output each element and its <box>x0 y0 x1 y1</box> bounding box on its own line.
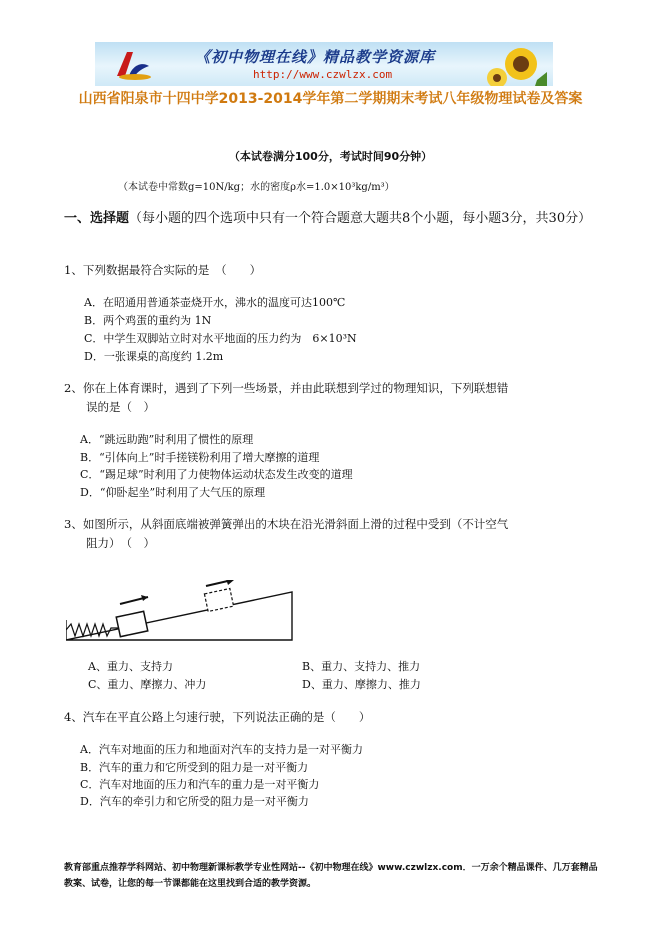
question-2-stem-line2: 误的是（ ） <box>86 400 155 414</box>
exam-constants: （本试卷中常数g=10N/kg；水的密度ρ水=1.0×10³kg/m³） <box>118 182 395 193</box>
question-4-option-b: B．汽车的重力和它所受到的阻力是一对平衡力 <box>80 761 309 774</box>
question-4-option-d: D．汽车的牵引力和它所受的阻力是一对平衡力 <box>80 795 309 808</box>
section-title: 一、选择题 <box>64 211 130 226</box>
header-banner <box>95 42 553 86</box>
exam-title: 山西省阳泉市十四中学2013-2014学年第二学期期末考试八年级物理试卷及答案 <box>78 91 583 107</box>
question-2-option-b: B．“引体向上”时手搓镁粉利用了增大摩擦的道理 <box>80 451 320 464</box>
question-4-option-c: C．汽车对地面的压力和汽车的重力是一对平衡力 <box>80 778 320 791</box>
banner-brand: 《初中物理在线》精品教学资源库 <box>195 48 436 66</box>
question-1-stem: 1、下列数据最符合实际的是 （ ） <box>64 263 262 277</box>
question-2-option-d: D．“仰卧起坐”时利用了大气压的原理 <box>80 486 266 499</box>
question-2-option-c: C．“踢足球”时利用了力使物体运动状态发生改变的道理 <box>80 468 353 481</box>
question-3-stem <box>64 515 604 553</box>
question-1-option-c: C．中学生双脚站立时对水平地面的压力约为 6×10³N <box>84 332 357 345</box>
section-heading <box>64 209 604 228</box>
question-2-stem-line1: 2、你在上体育课时，遇到了下列一些场景，并由此联想到学过的物理知识，下列联想错 <box>64 381 509 395</box>
sunflower-icon <box>487 44 547 86</box>
question-2-stem <box>64 379 604 417</box>
wooden-block-lower <box>116 611 148 636</box>
question-3-stem-line1: 3、如图所示，从斜面底端被弹簧弹出的木块在沿光滑斜面上滑的过程中受到（不计空气 <box>64 517 509 531</box>
question-1-option-d: D．一张课桌的高度约 1.2m <box>84 350 224 363</box>
incline-spring-figure <box>66 580 296 642</box>
spring-icon <box>66 624 118 636</box>
site-logo-icon <box>113 46 153 82</box>
section-instruction: （每小题的四个选项中只有一个符合题意大题共8个小题，每小题3分，共30分） <box>129 211 592 226</box>
question-3-option-a: A、重力、支持力 <box>88 660 173 673</box>
wooden-block-upper <box>204 588 233 611</box>
question-2-option-a: A．“跳远助跑”时利用了惯性的原理 <box>80 433 254 446</box>
question-1-option-b: B．两个鸡蛋的重约为 1N <box>84 314 212 327</box>
banner-url: http://www.czwlzx.com <box>253 68 393 81</box>
question-4-option-a: A．汽车对地面的压力和地面对汽车的支持力是一对平衡力 <box>80 743 363 756</box>
question-3-stem-line2: 阻力） （ ） <box>86 536 155 550</box>
exam-subtitle: （本试卷满分100分，考试时间90分钟） <box>228 150 433 163</box>
question-1-option-a: A．在昭通用普通茶壶烧开水，沸水的温度可达100℃ <box>84 296 346 309</box>
question-3-option-d: D、重力、摩擦力、推力 <box>302 678 421 691</box>
question-3-option-b: B、重力、支持力、推力 <box>302 660 421 673</box>
question-4-stem: 4、汽车在平直公路上匀速行驶，下列说法正确的是（ ） <box>64 710 371 724</box>
question-3-option-c: C、重力、摩擦力、冲力 <box>88 678 207 691</box>
page-footer: 教育部重点推荐学科网站、初中物理新课标教学专业性网站--《初中物理在线》www.czwlzx.com．一万余个精品课件、几万套精品教案、试卷，让您的每一节课都能在这里找到合适的教学资源。 <box>64 863 598 889</box>
